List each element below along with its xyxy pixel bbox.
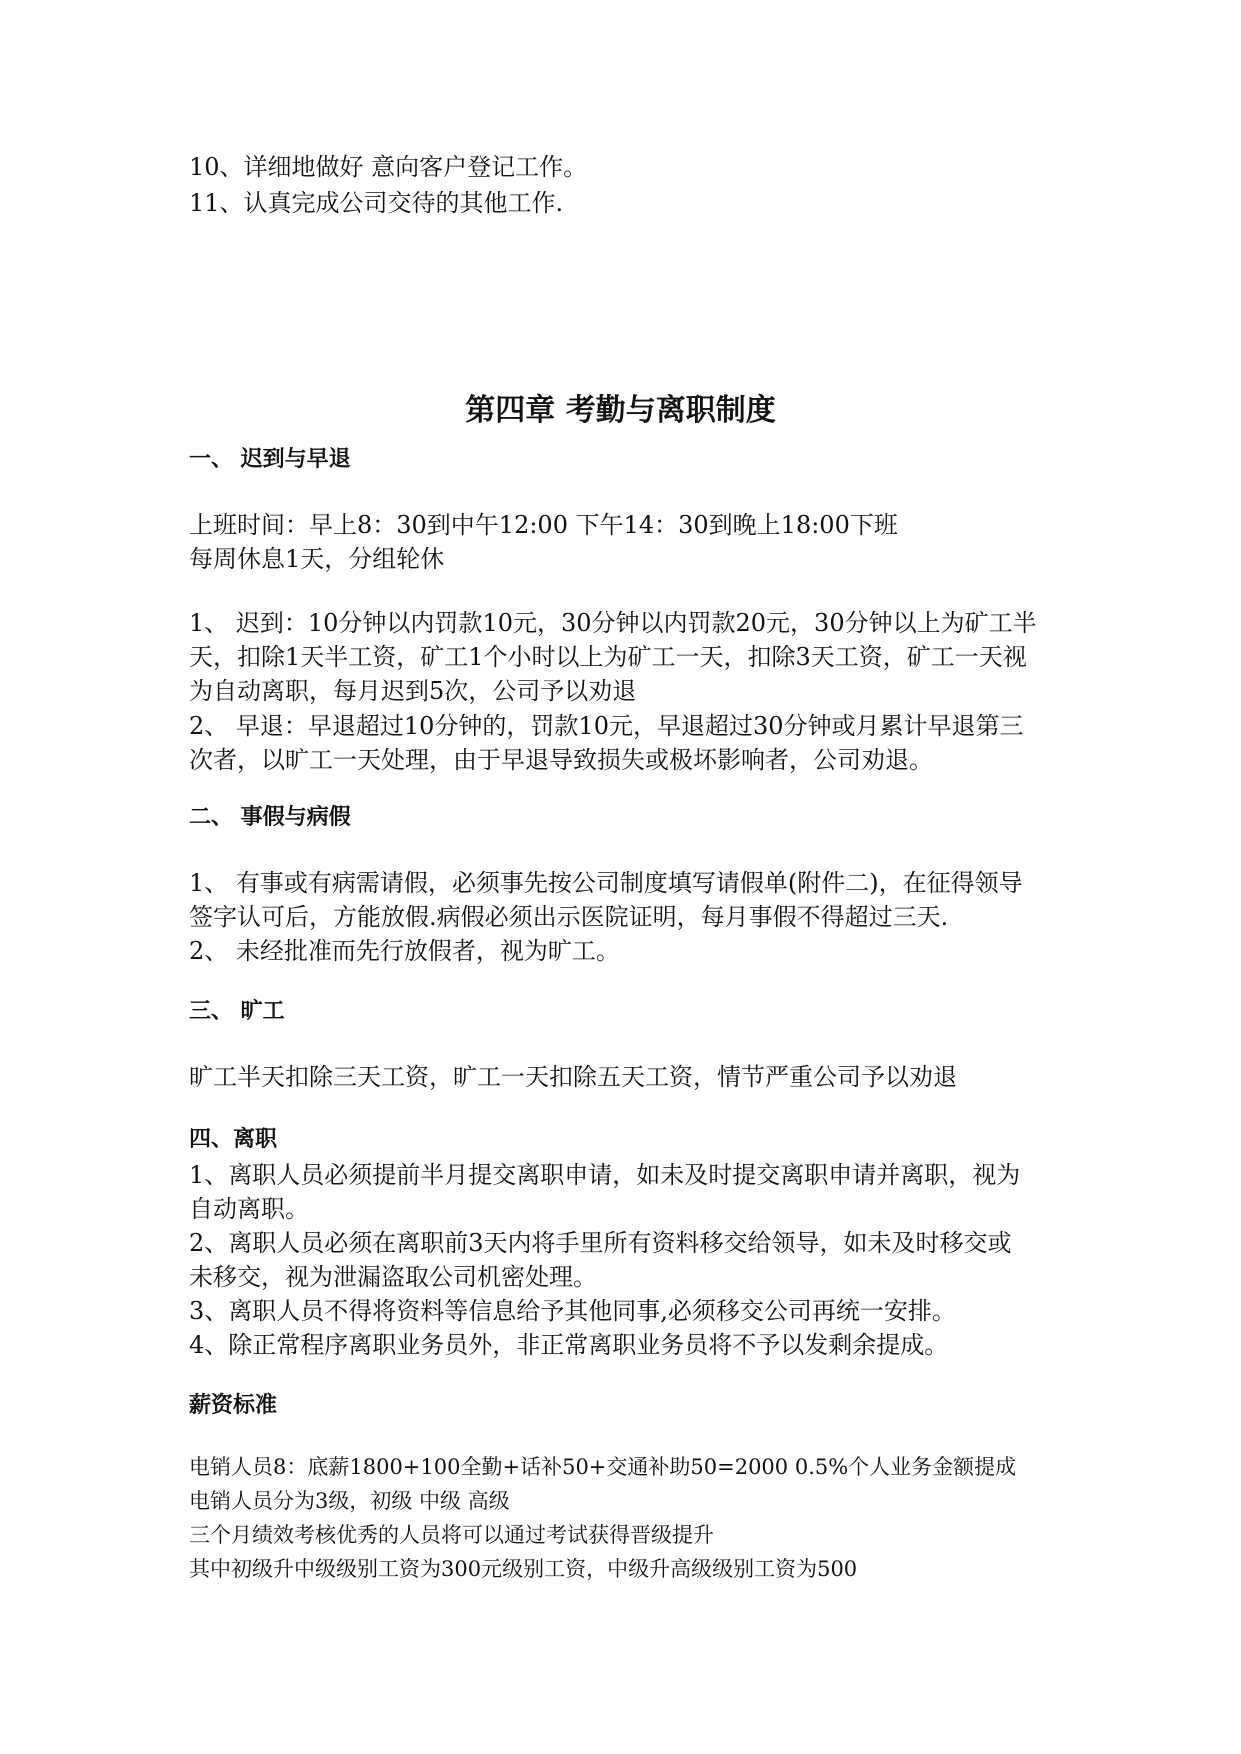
late-rule-line: 1、 迟到：10分钟以内罚款10元，30分钟以内罚款20元，30分钟以上为矿工半 (189, 609, 1037, 637)
section-3-heading: 三、 旷工 (189, 999, 285, 1024)
salary-line: 电销人员8：底薪1800+100全勤+话补50+交通补助50=2000 0.5%个人业务金额提成 (189, 1455, 1017, 1479)
early-leave-rule-line: 2、 早退：早退超过10分钟的，罚款10元，早退超过30分钟或月累计早退第三 (189, 712, 1024, 740)
absence-rule-text: 旷工半天扣除三天工资，旷工一天扣除五天工资，情节严重公司予以劝退 (189, 1063, 957, 1091)
chapter-title: 第四章 考勤与离职制度 (465, 393, 776, 428)
section-4-heading: 四、离职 (189, 1127, 278, 1152)
resignation-rule-line: 4、除正常程序离职业务员外，非正常离职业务员将不予以发剩余提成。 (189, 1331, 949, 1359)
late-rule-line: 为自动离职，每月迟到5次，公司予以劝退 (189, 677, 637, 705)
leave-rule-line: 1、 有事或有病需请假，必须事先按公司制度填写请假单(附件二)，在征得领导 (189, 869, 1023, 897)
unapproved-leave-rule: 2、 未经批准而先行放假者，视为旷工。 (189, 937, 620, 965)
resignation-rule-line: 未移交，视为泄漏盗取公司机密处理。 (189, 1263, 597, 1291)
section-1-heading: 一、 迟到与早退 (189, 447, 351, 472)
late-rule-line: 天，扣除1天半工资，矿工1个小时以上为矿工一天，扣除3天工资，矿工一天视 (189, 643, 1027, 671)
rest-day-text: 每周休息1天，分组轮休 (189, 545, 445, 573)
section-2-heading: 二、 事假与病假 (189, 805, 351, 830)
intro-item-10: 10、详细地做好 意向客户登记工作。 (189, 153, 588, 181)
salary-heading: 薪资标准 (189, 1393, 278, 1418)
intro-item-11: 11、认真完成公司交待的其他工作. (189, 189, 564, 217)
work-hours-text: 上班时间：早上8：30到中午12:00 下午14：30到晚上18:00下班 (189, 511, 898, 539)
salary-line: 三个月绩效考核优秀的人员将可以通过考试获得晋级提升 (189, 1523, 714, 1547)
salary-line: 电销人员分为3级，初级 中级 高级 (189, 1489, 510, 1513)
resignation-rule-line: 3、离职人员不得将资料等信息给予其他同事,必须移交公司再统一安排。 (189, 1297, 956, 1325)
resignation-rule-line: 自动离职。 (189, 1195, 309, 1223)
leave-rule-line: 签字认可后，方能放假.病假必须出示医院证明，每月事假不得超过三天. (189, 903, 949, 931)
resignation-rule-line: 2、离职人员必须在离职前3天内将手里所有资料移交给领导，如未及时移交或 (189, 1229, 1012, 1257)
resignation-rule-line: 1、离职人员必须提前半月提交离职申请，如未及时提交离职申请并离职，视为 (189, 1161, 1021, 1189)
salary-line: 其中初级升中级级别工资为300元级别工资，中级升高级级别工资为500 (189, 1557, 858, 1581)
early-leave-rule-line: 次者，以旷工一天处理，由于早退导致损失或极坏影响者，公司劝退。 (189, 746, 933, 774)
